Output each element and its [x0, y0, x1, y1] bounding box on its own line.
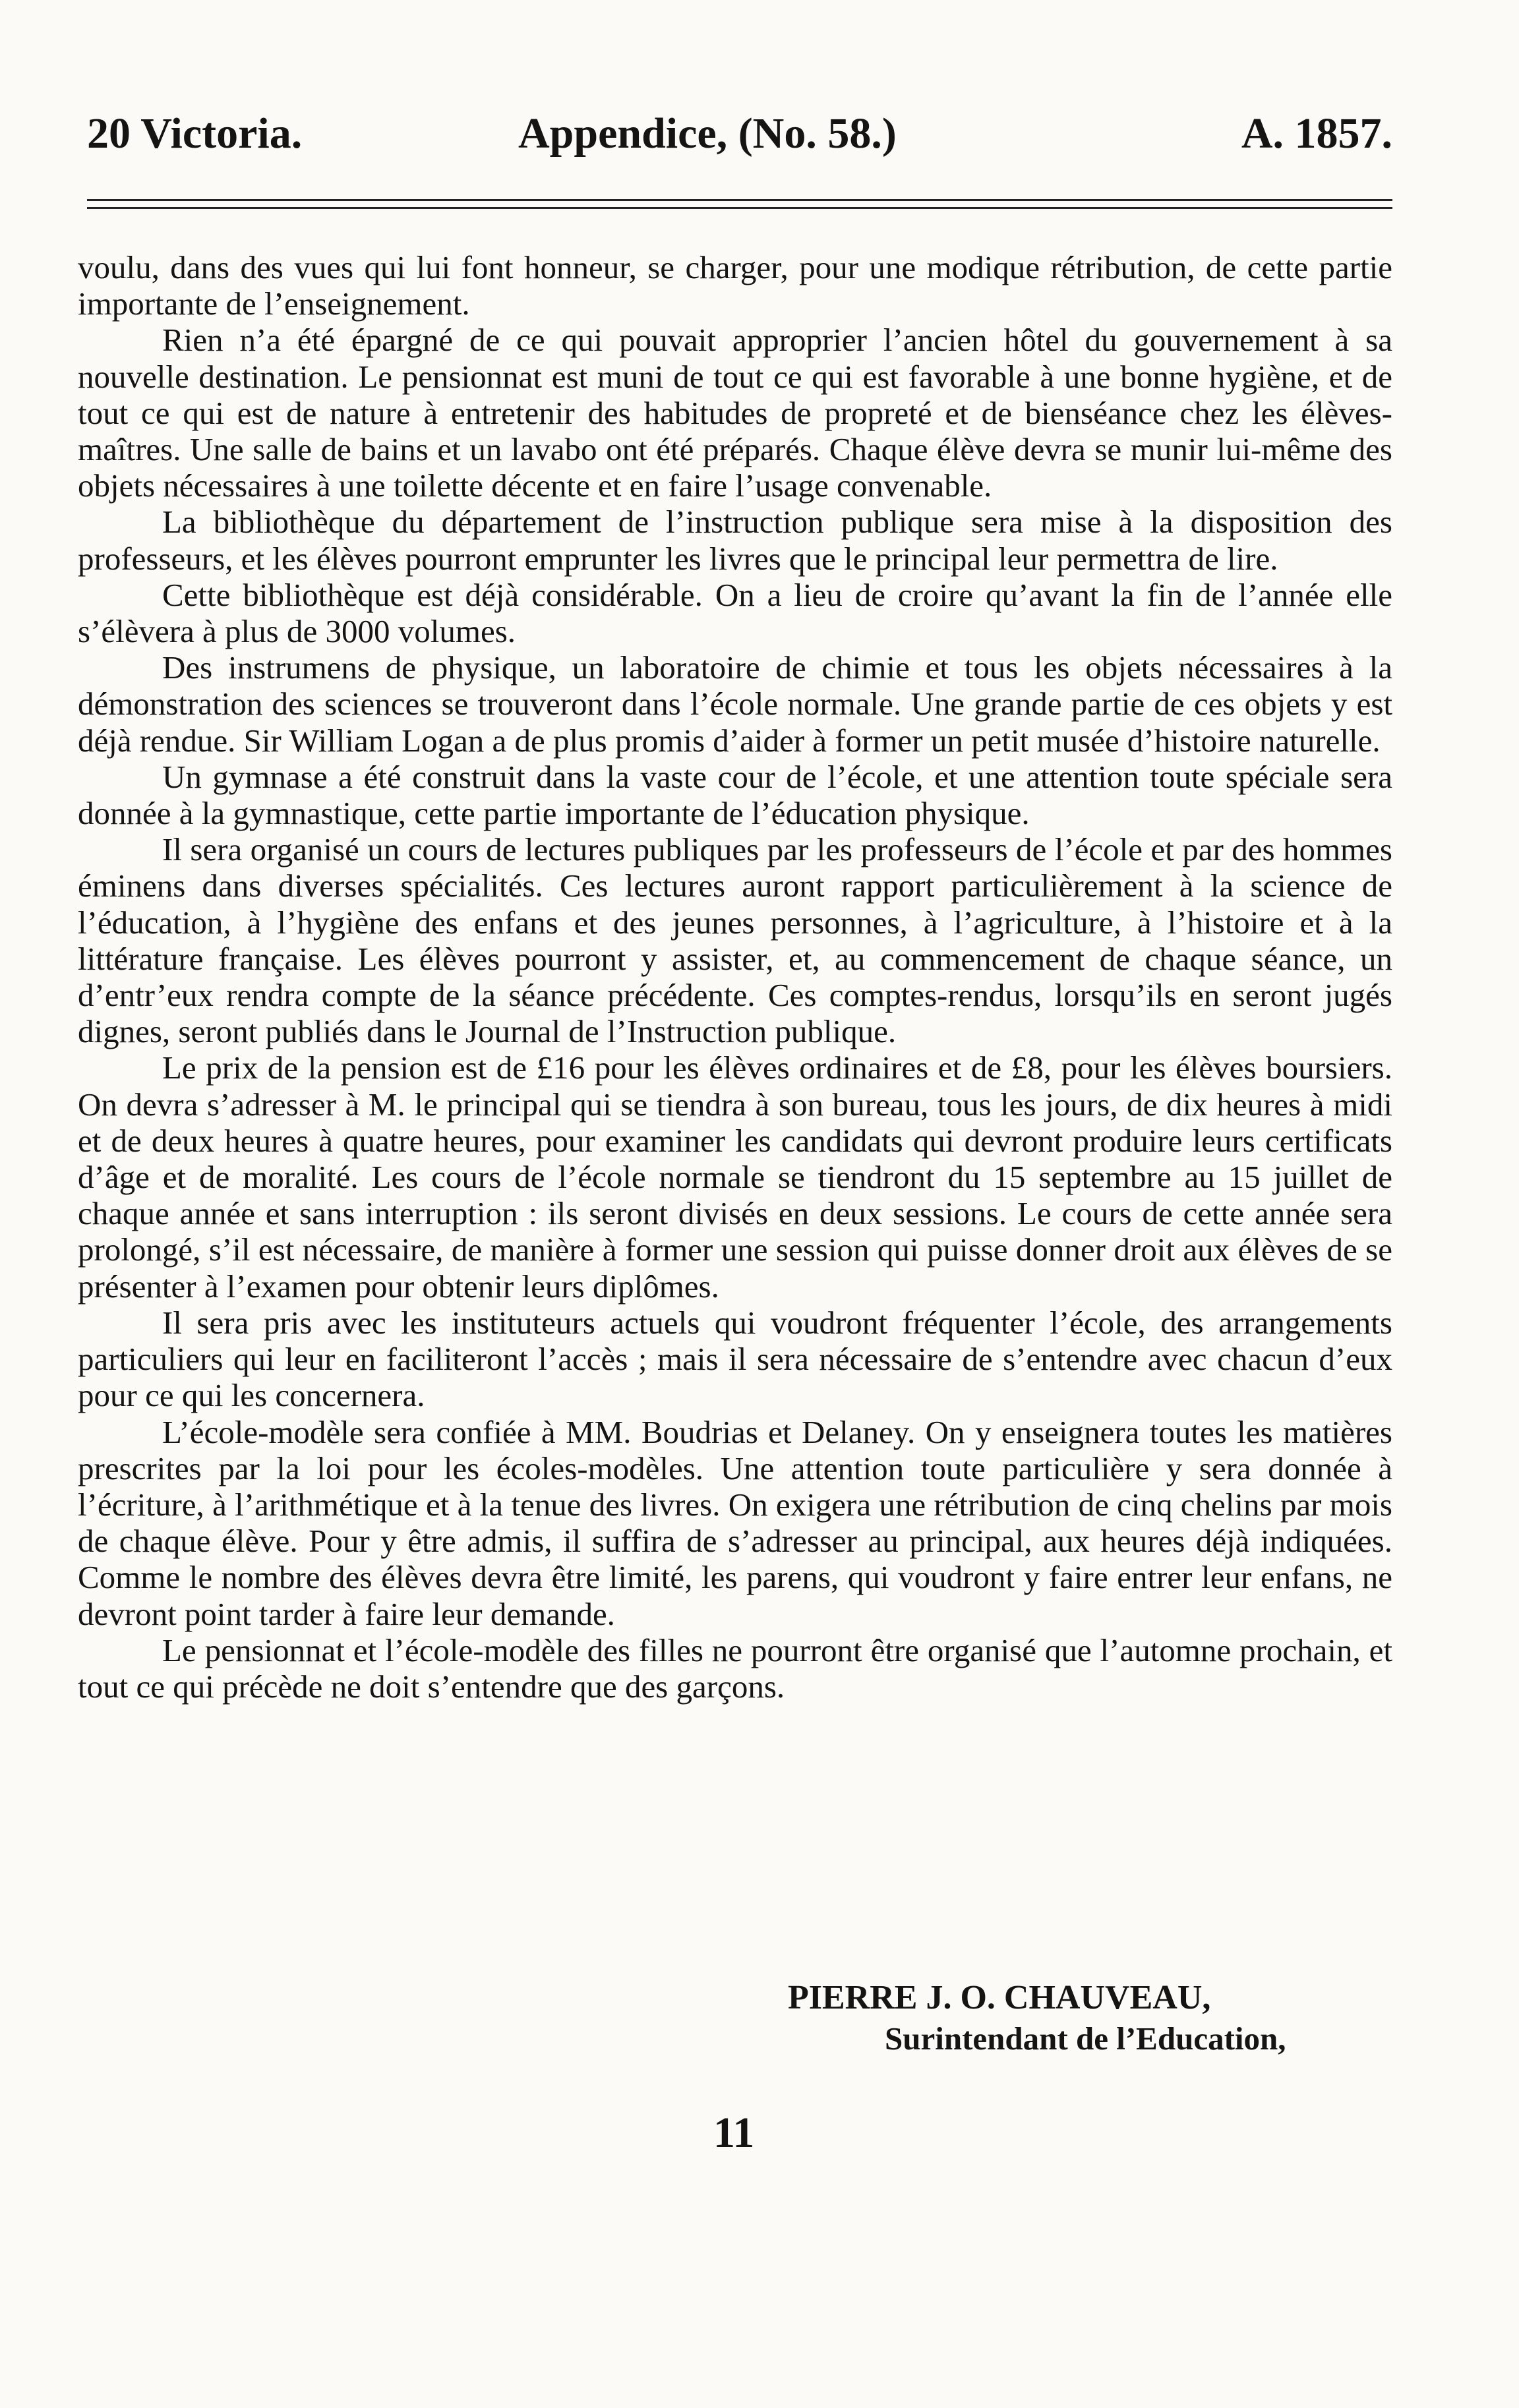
paragraph: Rien n’a été épargné de ce qui pouvait approprier l’ancien hôtel du gouvernement à sa nouvelle destination. Le pensionnat est muni de tout ce qui est favorable à une bonne hygiène, et de tout ce qui est de nature à entretenir des habitudes de propreté et de bienséance chez les élèves-maîtres. Une salle de bains et un lavabo ont été préparés. Chaque élève devra se munir lui-même des objets nécessaires à une toilette décente et en faire l’usage convenable. [78, 322, 1392, 504]
header-rule-top [87, 199, 1392, 201]
signatory-name: PIERRE J. O. CHAUVEAU, [788, 1979, 1211, 2016]
paragraph: Le prix de la pension est de £16 pour les élèves ordinaires et de £8, pour les élèves boursiers. On devra s’adresser à M. le principal qui se tiendra à son bureau, tous les jours, de dix heures à midi et de deux heures à quatre heures, pour examiner les candidats qui devront produire leurs certificats d’âge et de moralité. Les cours de l’école normale se tiendront du 15 septembre au 15 juillet de chaque année et sans interruption : ils seront divisés en deux sessions. Le cours de cette année sera prolongé, s’il est nécessaire, de manière à former une session qui puisse donner droit aux élèves de se présenter à l’examen pour obtenir leurs diplômes. [78, 1049, 1392, 1305]
header-year: A. 1857. [1241, 109, 1392, 158]
paragraph: Il sera pris avec les instituteurs actuels qui voudront fréquenter l’école, des arrangements particuliers qui leur en faciliteront l’accès ; mais il sera nécessaire de s’entendre avec chacun d’eux pour ce qui les concernera. [78, 1304, 1392, 1414]
paragraph: Un gymnase a été construit dans la vaste cour de l’école, et une attention toute spéciale sera donnée à la gymnastique, cette partie importante de l’éducation physique. [78, 758, 1392, 832]
paragraph: Il sera organisé un cours de lectures publiques par les professeurs de l’école et par des hommes éminens dans diverses spécialités. Ces lectures auront rapport particulièrement à la science de l’éducation, à l’hygiène des enfans et des jeunes personnes, à l’agriculture, à l’histoire et à la littérature française. Les élèves pourront y assister, et, au commencement de chaque séance, un d’entr’eux rendra compte de la séance précédente. Ces comptes-rendus, lorsqu’ils en seront jugés dignes, seront publiés dans le Journal de l’Instruction publique. [78, 831, 1392, 1050]
paragraph: Cette bibliothèque est déjà considérable. On a lieu de croire qu’avant la fin de l’année elle s’élèvera à plus de 3000 volumes. [78, 576, 1392, 650]
paragraph: Le pensionnat et l’école-modèle des filles ne pourront être organisé que l’automne prochain, et tout ce qui précède ne doit s’entendre que des garçons. [78, 1631, 1392, 1705]
header-appendix: Appendice, (No. 58.) [518, 109, 897, 158]
page-number: 11 [713, 2109, 755, 2157]
paragraph: voulu, dans des vues qui lui font honneur, se charger, pour une modique rétribution, de cette partie importante de l’enseignement. [78, 249, 1392, 322]
paragraph: L’école-modèle sera confiée à MM. Boudrias et Delaney. On y enseignera toutes les matières prescrites par la loi pour les écoles-modèles. Une attention toute particulière y sera donnée à l’écriture, à l’arithmétique et à la tenue des livres. On exigera une rétribution de cinq chelins par mois de chaque élève. Pour y être admis, il suffira de s’adresser au principal, aux heures déjà indiquées. Comme le nombre des élèves devra être limité, les parens, qui voudront y faire entrer leur enfans, ne devront point tarder à faire leur demande. [78, 1413, 1392, 1632]
paragraph: Des instrumens de physique, un laboratoire de chimie et tous les objets nécessaires à la démonstration des sciences se trouveront dans l’école normale. Une grande partie de ces objets y est déjà rendue. Sir William Logan a de plus promis d’aider à former un petit musée d’histoire naturelle. [78, 649, 1392, 759]
header-rule-bottom [87, 207, 1392, 209]
body-text [78, 249, 1392, 1705]
paragraph: La bibliothèque du département de l’instruction publique sera mise à la disposition des professeurs, et les élèves pourront emprunter les livres que le principal leur permettra de lire. [78, 504, 1392, 577]
running-header [87, 109, 1392, 162]
signature-block [788, 1978, 1286, 2059]
header-session: 20 Victoria. [87, 109, 303, 158]
signatory-title: Surintendant de l’Education, [885, 2020, 1286, 2057]
